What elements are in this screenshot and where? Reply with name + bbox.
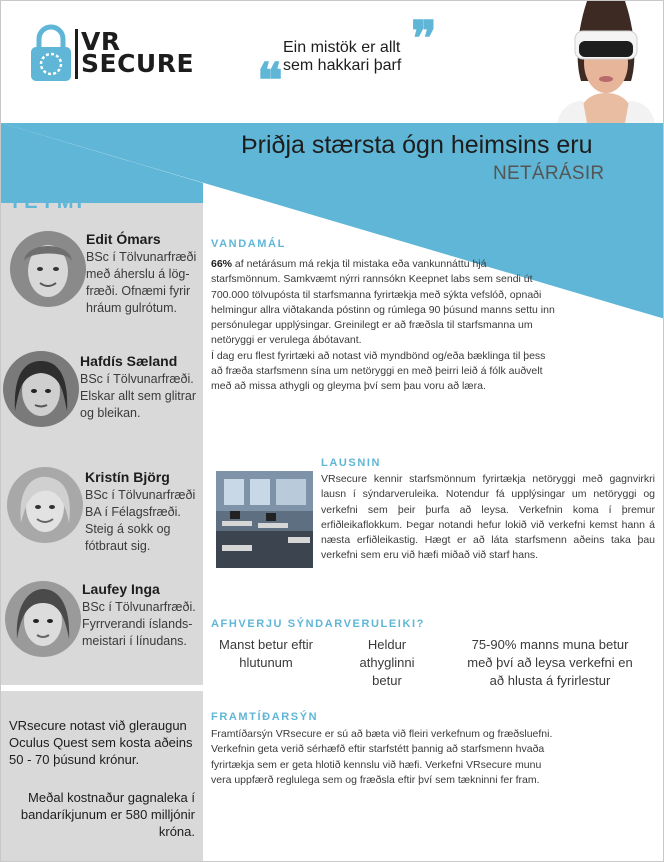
member-desc-line: BSc í Tölvunarfræði [85, 488, 196, 502]
vandamal-paragraph-2: Í dag eru flest fyrirtæki að notast við myndbönd og/eða bæklinga til þess að fræða starfsmenn sína um netöryggi en með þeirri leið á fólk auðvelt með að missa athygli og gleyma því sem þau voru að læra. [211, 349, 546, 393]
framtidarsyn-text: Framtíðarsýn VRsecure er sú að bæta við fleiri verkefnum og fræðsluefni. Verkefnin geta verið sérhæfð eftir starfstétt þannig að starfsmenn hvaða fyrirtækja sem er geta hlotið kennslu við hæfi. Verkefni VRsecure munu vera uppfærð reglulega sem og fræðsla eftir því sem tækninni fer fram. [211, 728, 553, 786]
avatar [5, 581, 81, 657]
avatar [7, 467, 83, 543]
member-description [86, 249, 196, 317]
header [1, 1, 664, 123]
section-title-why-vr: AFHVERJU SÝNDARVERULEIKI? [211, 618, 425, 630]
padlock-icon [29, 23, 73, 83]
section-title-vandamal: VANDAMÁL [211, 238, 286, 250]
member-desc-line: Elskar allt sem glitrar [80, 389, 196, 403]
member-desc-line: fótbraut sig. [85, 539, 151, 553]
member-name: Edit Ómars [86, 231, 161, 247]
breach-cost-note: Meðal kostnaður gagnaleka í bandaríkjunum er 580 milljónir króna. [20, 790, 195, 839]
vandamal-text [211, 257, 556, 395]
member-desc-line: Fyrrverandi íslands- [82, 617, 193, 631]
avatar [3, 351, 79, 427]
member-name: Kristín Björg [85, 469, 170, 485]
member-desc-line: og bleikan. [80, 406, 141, 420]
benefit-attention: Heldur athyglinni betur [359, 637, 415, 688]
logo-divider [75, 29, 78, 79]
logo-wordmark [81, 27, 195, 78]
sidebar-divider [1, 685, 203, 691]
benefit-retention-stat: 75-90% manns muna betur með því að leysa verkefni en að hlusta á fyrirlestur [467, 637, 633, 688]
member-desc-line: BSc í Tölvunarfræði. [82, 600, 196, 614]
office-photo [216, 471, 313, 568]
section-title-lausnin: LAUSNIN [321, 457, 382, 469]
logo-line-1: VR [81, 27, 121, 56]
member-desc-line: BSc í Tölvunarfræði [86, 250, 197, 264]
team-title: TEYMI [9, 191, 86, 213]
tagline [283, 39, 443, 75]
opening-quote-mark: ❝ [257, 53, 283, 109]
vandamal-paragraph-1-text: af netárásum má rekja til mistaka eða vankunnáttu hjá starfsmönnum. Samkvæmt nýrri rannsókn Keepnet labs sem sendi út 700.000 tölvupósta til starfsmanna fyrirtækja með sýkta vefslóð, opnaði helmingur allra viðtakanda póstinn og rúmlega 90 þúsund manns settu inn persónulegar upplýsingar. Greinilegt er að fræðsla til starfsmanna um netöryggi er verulega ábótavant. [211, 258, 555, 347]
member-description [82, 599, 196, 650]
member-desc-line: hráum gulrótum. [86, 301, 178, 315]
logo [29, 23, 195, 87]
oculus-price-note: VRsecure notast við gleraugun Oculus Quest sem kosta aðeins 50 - 70 þúsund krónur. [9, 718, 193, 767]
vr-headset-woman-photo [547, 1, 664, 123]
member-description [80, 371, 196, 422]
member-desc-line: Steig á sokk og [85, 522, 171, 536]
member-desc-line: fræði. Ofnæmi fyrir [86, 284, 191, 298]
section-title-framtidarsyn: FRAMTÍÐARSÝN [211, 711, 319, 723]
member-desc-line: meistari í línudans. [82, 634, 187, 648]
tagline-line-2: sem hakkari þarf [283, 57, 402, 74]
vandamal-paragraph-1 [211, 257, 556, 349]
member-name: Hafdís Sæland [80, 353, 178, 369]
stat-highlight: 66% [211, 258, 233, 270]
member-desc-line: BSc í Tölvunarfræði. [80, 372, 194, 386]
logo-line-2: SECURE [81, 49, 195, 78]
avatar [10, 231, 86, 307]
closing-quote-mark: ❞ [411, 11, 437, 67]
member-name: Laufey Inga [82, 581, 160, 597]
subheadline: NETÁRÁSIR [493, 163, 605, 184]
member-desc-line: BA í Félagsfræði. [85, 505, 181, 519]
tagline-line-1: Ein mistök er allt [283, 39, 401, 56]
member-description [85, 487, 195, 555]
lausnin-text: VRsecure kennir starfsmönnum fyrirtækja netöryggi með gagnvirkri lausn í sýndarveruleika. Notendur fá upplýsingar um netöryggi og verkefni sem þeir þurfa að leysa. Verkefnin koma í þremur erfiðleikaflokkum. Þegar notandi hefur lokið við verkefni kemst hann á næsta erfiðleikastig. Hægt er að láta starfsmenn aðeins taka þau verkefni sem eru við hæfi miðað við starf hans. [321, 473, 655, 562]
benefit-memory: Manst betur eftir hlutunum [219, 637, 313, 670]
headline: Þriðja stærsta ógn heimsins eru [241, 131, 593, 159]
member-desc-line: með áherslu á lög- [86, 267, 190, 281]
